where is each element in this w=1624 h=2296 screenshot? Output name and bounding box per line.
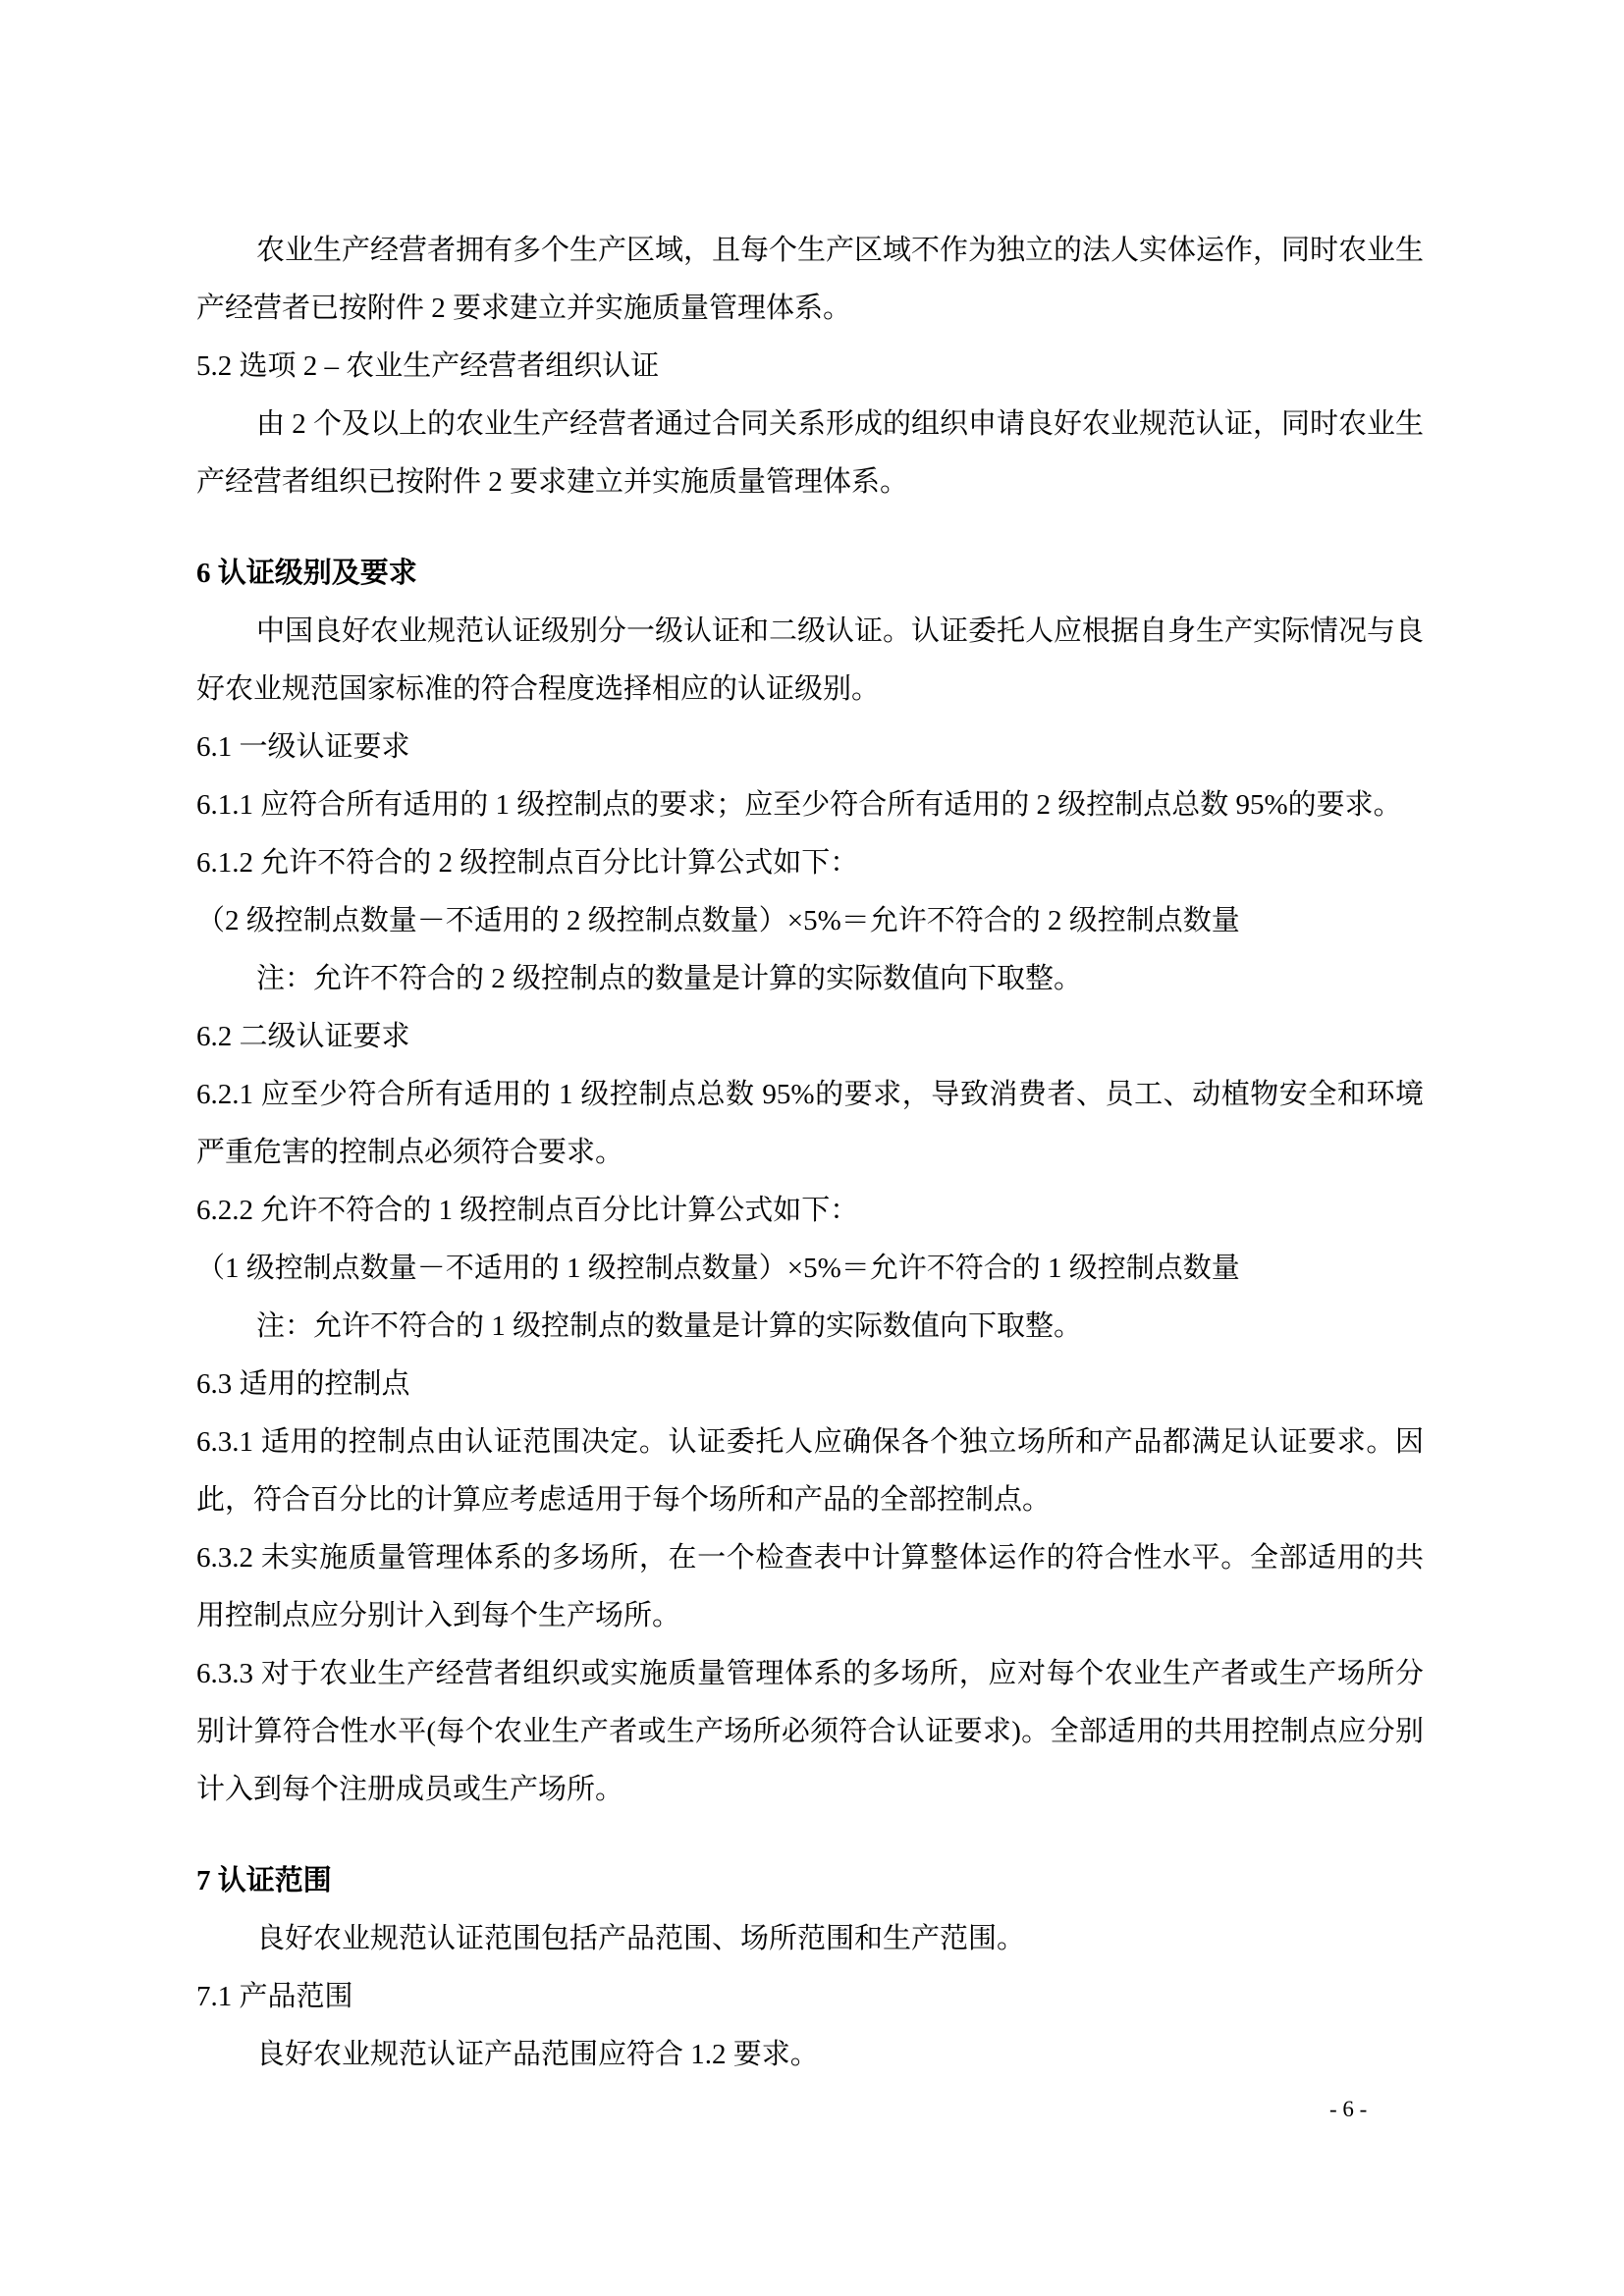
paragraph: 6.3.2 未实施质量管理体系的多场所，在一个检查表中计算整体运作的符合性水平。全部适用的共用控制点应分别计入到每个生产场所。 — [196, 1542, 1424, 1631]
paragraph: 6.2.2 允许不符合的 1 级控制点百分比计算公式如下： — [196, 1195, 859, 1226]
paragraph: 6.3.1 适用的控制点由认证范围决定。认证委托人应确保各个独立场所和产品都满足认证要求。因此，符合百分比的计算应考虑适用于每个场所和产品的全部控制点。 — [196, 1426, 1424, 1516]
paragraph: 中国良好农业规范认证级别分一级认证和二级认证。认证委托人应根据自身生产实际情况与良好农业规范国家标准的符合程度选择相应的认证级别。 — [196, 615, 1425, 705]
note-line: 注：允许不符合的 2 级控制点的数量是计算的实际数值向下取整。 — [256, 963, 1083, 994]
subsection-heading: 7.1 产品范围 — [196, 1981, 353, 2012]
section-heading: 6 认证级别及要求 — [196, 558, 417, 589]
paragraph: 农业生产经营者拥有多个生产区域，且每个生产区域不作为独立的法人实体运作，同时农业生产经营者已按附件 2 要求建立并实施质量管理体系。 — [196, 235, 1425, 324]
paragraph: 6.1.2 允许不符合的 2 级控制点百分比计算公式如下： — [196, 847, 859, 879]
formula-line: （2 级控制点数量－不适用的 2 级控制点数量）×5%＝允许不符合的 2 级控制点数量 — [196, 905, 1240, 936]
subsection-heading: 5.2 选项 2 – 农业生产经营者组织认证 — [196, 350, 660, 382]
document-content — [196, 222, 1424, 2084]
note-line: 注：允许不符合的 1 级控制点的数量是计算的实际数值向下取整。 — [256, 1310, 1083, 1342]
subsection-heading: 6.3 适用的控制点 — [196, 1368, 410, 1400]
paragraph: 6.2.1 应至少符合所有适用的 1 级控制点总数 95%的要求，导致消费者、员工、动植物安全和环境严重危害的控制点必须符合要求。 — [196, 1079, 1424, 1168]
section-heading: 7 认证范围 — [196, 1865, 332, 1896]
paragraph: 由 2 个及以上的农业生产经营者通过合同关系形成的组织申请良好农业规范认证，同时农业生产经营者组织已按附件 2 要求建立并实施质量管理体系。 — [196, 408, 1425, 498]
formula-line: （1 级控制点数量－不适用的 1 级控制点数量）×5%＝允许不符合的 1 级控制点数量 — [196, 1253, 1240, 1284]
subsection-heading: 6.1 一级认证要求 — [196, 731, 410, 763]
paragraph: 良好农业规范认证产品范围应符合 1.2 要求。 — [256, 2039, 819, 2070]
paragraph: 6.1.1 应符合所有适用的 1 级控制点的要求；应至少符合所有适用的 2 级控制点总数 95%的要求。 — [196, 789, 1402, 821]
paragraph: 良好农业规范认证范围包括产品范围、场所范围和生产范围。 — [256, 1923, 1026, 1954]
page-number: - 6 - — [1329, 2097, 1368, 2121]
paragraph: 6.3.3 对于农业生产经营者组织或实施质量管理体系的多场所，应对每个农业生产者或生产场所分别计算符合性水平(每个农业生产者或生产场所必须符合认证要求)。全部适用的共用控制点应分别计入到每个注册成员或生产场所。 — [196, 1658, 1424, 1805]
subsection-heading: 6.2 二级认证要求 — [196, 1021, 410, 1052]
